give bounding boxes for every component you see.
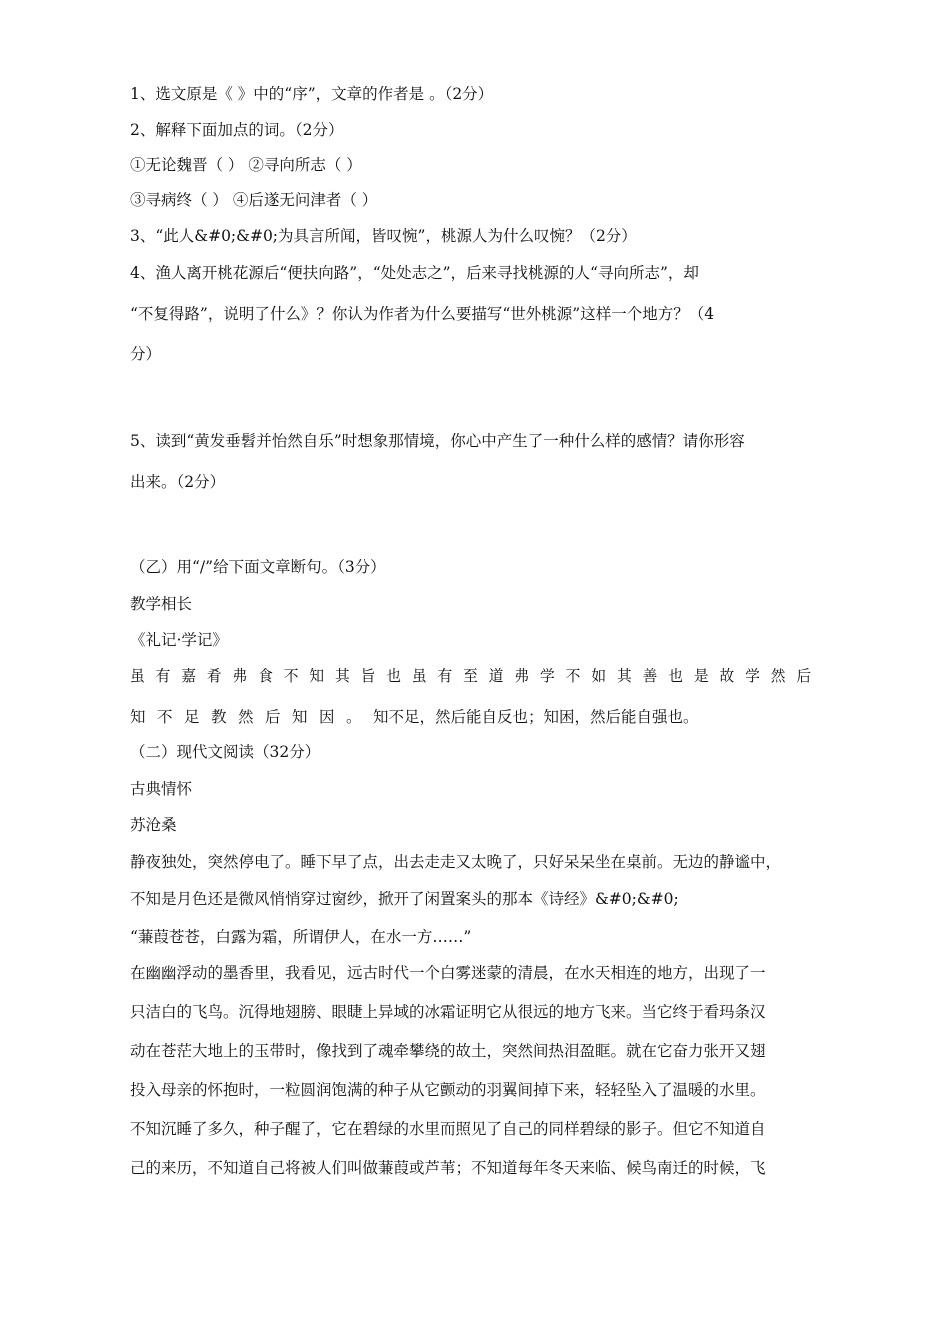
question-4-line-2: “不复得路”，说明了什么》？你认为作者为什么要描写“世外桃源”这样一个地方？（4: [130, 305, 715, 323]
question-4-line-3: 分）: [130, 345, 162, 363]
passage-text-line-2: [130, 707, 699, 727]
essay-para-2-line-1: 在幽幽浮动的墨香里，我看见，远古时代一个白雾迷蒙的清晨，在水天相连的地方，出现了一: [130, 964, 766, 982]
essay-para-3-line-1: 不知沉睡了多久，种子醒了，它在碧绿的水里而照见了自己的同样碧绿的影子。但它不知道自: [130, 1120, 766, 1138]
essay-title: 古典情怀: [130, 780, 193, 798]
question-3: 3、“此人&#0;&#0;为具言所闻，皆叹惋”，桃源人为什么叹惋？（2分）: [130, 227, 637, 245]
section-er-heading: （二）现代文阅读（32分）: [130, 743, 321, 761]
question-5-line-1: 5、读到“黄发垂髫并怡然自乐”时想象那情境，你心中产生了一种什么样的感情？请你形容: [130, 432, 745, 450]
essay-para-2-line-3: 动在苍茫大地上的玉带时，像找到了魂牵攀绕的故土，突然间热泪盈眶。就在它奋力张开又翅: [130, 1042, 766, 1060]
essay-quote: “蒹葭苍苍，白露为霜，所谓伊人，在水一方……”: [130, 928, 472, 946]
essay-para-2-line-2: 只洁白的飞鸟。沉得地翅膀、眼睫上异域的冰霜证明它从很远的地方飞来。当它终于看玛条汉: [130, 1003, 766, 1021]
passage-title: 教学相长: [130, 595, 193, 613]
passage-source: 《礼记·学记》: [130, 631, 228, 649]
essay-author: 苏沧桑: [130, 816, 177, 834]
question-4-line-1: 4、渔人离开桃花源后“便扶向路”，“处处志之”，后来寻找桃源的人“寻向所志”，却: [130, 264, 699, 282]
essay-para-3-line-2: 己的来历，不知道自己将被人们叫做蒹葭或芦苇；不知道每年冬天来临、候鸟南迁的时候，飞: [130, 1159, 766, 1177]
question-5-line-2: 出来。（2分）: [130, 473, 226, 491]
question-2: 2、解释下面加点的词。（2分）: [130, 121, 344, 139]
passage-text-line-2-spaced: 知不足教然后知因。: [130, 708, 374, 726]
essay-para-2-line-4: 投入母亲的怀抱时，一粒圆润饱满的种子从它颤动的羽翼间掉下来，轻轻坠入了温暖的水里。: [130, 1081, 766, 1099]
essay-para-1-line-2: 不知是月色还是微风悄悄穿过窗纱，掀开了闲置案头的那本《诗经》&#0;&#0;: [130, 890, 679, 908]
passage-text-line-2-rest: 知不足，然后能自反也；知困，然后能自强也。: [373, 708, 699, 726]
passage-text-line-1: 虽有嘉肴弗食不知其旨也虽有至道弗学不如其善也是故学然后: [130, 667, 822, 685]
essay-para-1-line-1: 静夜独处，突然停电了。睡下早了点，出去走走又太晚了，只好呆呆坐在桌前。无边的静谧中，: [130, 853, 782, 871]
question-1: 1、选文原是《 》中的“序”，文章的作者是 。（2分）: [130, 85, 494, 103]
question-2-items-b: ③寻病终（ ） ④后遂无问津者（ ）: [130, 191, 378, 209]
section-yi-heading: （乙）用“/”给下面文章断句。（3分）: [130, 558, 386, 576]
question-2-items-a: ①无论魏晋（ ） ②寻向所志（ ）: [130, 156, 362, 174]
